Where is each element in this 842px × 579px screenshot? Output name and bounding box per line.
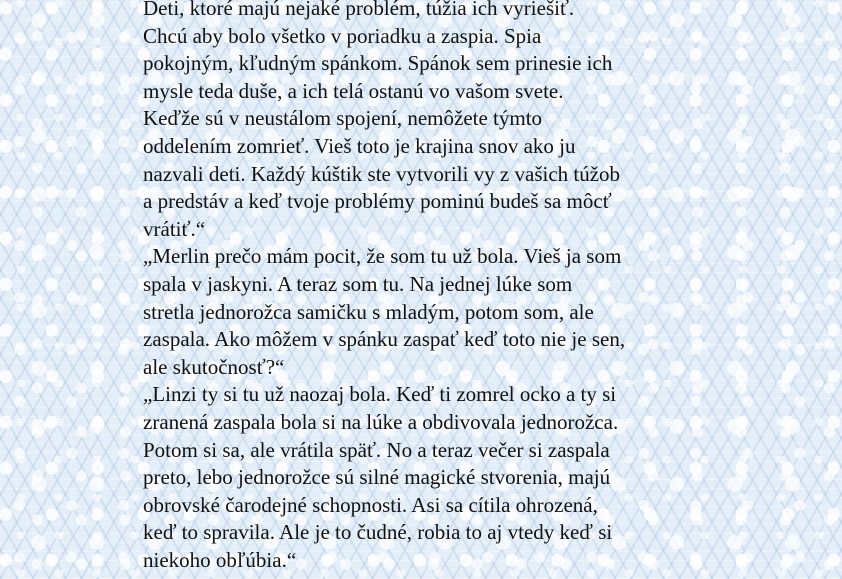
text-line: stretla jednorožca samičku s mladým, potom som, ale	[143, 299, 594, 324]
text-line: „Merlin prečo mám pocit, že som tu už bola. Vieš ja som	[143, 244, 622, 269]
text-line: ale skutočnosť?“	[143, 354, 285, 379]
text-line: zaspala. Ako môžem v spánku zaspať keď toto nie je sen,	[143, 327, 626, 352]
text-line: nazvali deti. Každý kúštik ste vytvorili vy z vašich túžob	[143, 161, 621, 186]
text-line: oddelením zomrieť. Vieš toto je krajina snov ako ju	[143, 133, 576, 158]
text-line: vrátiť.“	[143, 216, 206, 241]
text-line: keď to spravila. Ale je to čudné, robia to aj vtedy keď si	[143, 520, 613, 545]
document-body	[143, 0, 703, 574]
text-line: Potom si sa, ale vrátila späť. No a teraz večer si zaspala	[143, 437, 610, 462]
text-line: Chcú aby bolo všetko v poriadku a zaspia. Spia	[143, 23, 542, 48]
text-line: mysle teda duše, a ich telá ostanú vo vašom svete.	[143, 78, 564, 103]
text-line: zranená zaspala bola si na lúke a obdivovala jednorožca.	[143, 409, 619, 434]
text-line: a predstáv a keď tvoje problémy pominú budeš sa môcť	[143, 189, 612, 214]
text-line: pokojným, kľudným spánkom. Spánok sem prinesie ich	[143, 51, 613, 76]
text-line: Keďže sú v neustálom spojení, nemôžete týmto	[143, 106, 543, 131]
text-line: niekoho obľúbia.“	[143, 547, 297, 572]
text-line: spala v jaskyni. A teraz som tu. Na jednej lúke som	[143, 271, 573, 296]
text-line: „Linzi ty si tu už naozaj bola. Keď ti zomrel ocko a ty si	[143, 382, 617, 407]
text-line: preto, lebo jednorožce sú silné magické stvorenia, majú	[143, 465, 611, 490]
text-line: obrovské čarodejné schopnosti. Asi sa cítila ohrozená,	[143, 492, 598, 517]
text-line: Deti, ktoré majú nejaké problém, túžia ich vyriešiť.	[143, 0, 575, 20]
